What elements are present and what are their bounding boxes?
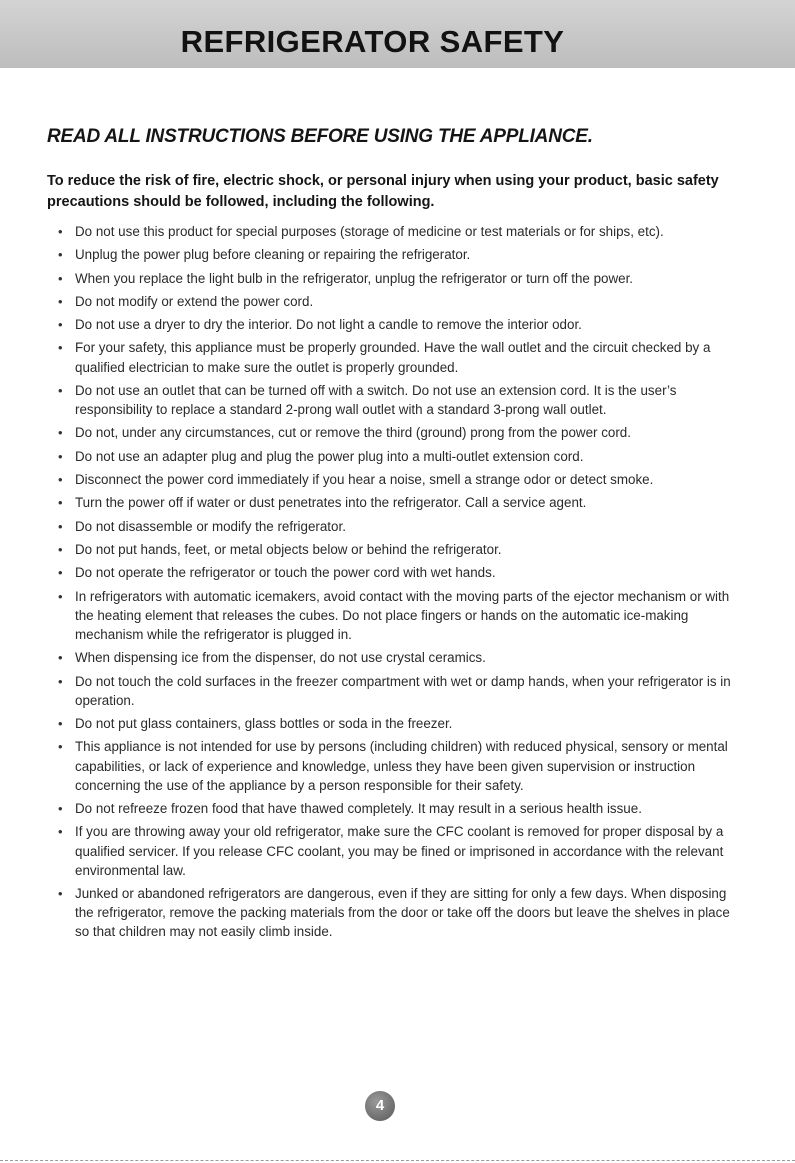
list-item	[58, 470, 738, 489]
list-item	[58, 222, 738, 241]
bottom-divider	[0, 1160, 795, 1161]
list-item-text: Do not disassemble or modify the refrigerator.	[75, 518, 346, 534]
list-item	[58, 737, 738, 795]
safety-list	[58, 222, 738, 946]
bullet-icon: •	[58, 650, 63, 666]
bullet-icon: •	[58, 317, 63, 333]
instructions-subheading: READ ALL INSTRUCTIONS BEFORE USING THE APPLIANCE.	[47, 126, 593, 147]
list-item	[58, 672, 738, 710]
bullet-icon: •	[58, 293, 63, 309]
list-item-text: Do not use a dryer to dry the interior. Do not light a candle to remove the interior odor.	[75, 317, 582, 333]
list-item	[58, 884, 738, 942]
bullet-icon: •	[58, 739, 63, 755]
bullet-icon: •	[58, 886, 63, 902]
list-item	[58, 447, 738, 466]
list-item	[58, 292, 738, 311]
bullet-icon: •	[58, 270, 63, 286]
list-item-text: Do not use an outlet that can be turned off with a switch. Do not use an extension cord. It is the user’s responsibility to replace a standard 2-prong wall outlet with a standard 3-prong wall outlet.	[75, 382, 677, 418]
bullet-icon: •	[58, 495, 63, 511]
list-item	[58, 245, 738, 264]
bullet-icon: •	[58, 448, 63, 464]
list-item-text: In refrigerators with automatic icemakers, avoid contact with the moving parts of the ejector mechanism or with the heating element that releases the cubes. Do not place fingers or hands on the automatic ice-making mechanism while the refrigerator is plugged in.	[75, 588, 730, 642]
bullet-icon: •	[58, 382, 63, 398]
bullet-icon: •	[58, 247, 63, 263]
bullet-icon: •	[58, 541, 63, 557]
bullet-icon: •	[58, 716, 63, 732]
list-item-text: Junked or abandoned refrigerators are dangerous, even if they are sitting for only a few days. When disposing the refrigerator, remove the packing materials from the door or take off the doors but leave the shelves in place so that children may not easily climb inside.	[75, 886, 730, 940]
list-item	[58, 517, 738, 536]
header-band	[0, 0, 795, 68]
list-item-text: Do not touch the cold surfaces in the freezer compartment with wet or damp hands, when your refrigerator is in operation.	[75, 673, 731, 708]
list-item-text: Do not use an adapter plug and plug the power plug into a multi-outlet extension cord.	[75, 448, 584, 464]
list-item	[58, 269, 738, 288]
list-item	[58, 587, 738, 645]
list-item-text: For your safety, this appliance must be properly grounded. Have the wall outlet and the circuit checked by a qualified electrician to make sure the outlet is properly grounded.	[75, 340, 711, 375]
list-item-text: Do not refreeze frozen food that have thawed completely. It may result in a serious health issue.	[75, 801, 642, 817]
bullet-icon: •	[58, 588, 63, 604]
list-item-text: Do not operate the refrigerator or touch the power cord with wet hands.	[75, 565, 496, 581]
list-item-text: If you are throwing away your old refrigerator, make sure the CFC coolant is removed for proper disposal by a qualified servicer. If you release CFC coolant, you may be fined or imprisoned in accordance with the relevant environmental law.	[75, 824, 724, 878]
list-item-text: Do not use this product for special purposes (storage of medicine or test materials or for ships, etc).	[75, 224, 664, 239]
bullet-icon: •	[58, 425, 63, 441]
bullet-icon: •	[58, 340, 63, 356]
page-number-badge: 4	[365, 1091, 395, 1121]
list-item	[58, 714, 738, 733]
page-title: REFRIGERATOR SAFETY	[180, 24, 565, 59]
bullet-icon: •	[58, 565, 63, 581]
bullet-icon: •	[58, 824, 63, 840]
list-item	[58, 822, 738, 880]
bullet-icon: •	[58, 801, 63, 817]
list-item-text: When dispensing ice from the dispenser, do not use crystal ceramics.	[75, 650, 486, 666]
list-item-text: Do not put hands, feet, or metal objects below or behind the refrigerator.	[75, 541, 502, 557]
list-item	[58, 338, 738, 376]
list-item-text: Do not, under any circumstances, cut or remove the third (ground) prong from the power cord.	[75, 425, 631, 441]
list-item-text: When you replace the light bulb in the refrigerator, unplug the refrigerator or turn off the power.	[75, 270, 634, 286]
bullet-icon: •	[58, 673, 63, 689]
bullet-icon: •	[58, 472, 63, 488]
list-item-text: This appliance is not intended for use by persons (including children) with reduced physical, sensory or mental capabilities, or lack of experience and knowledge, unless they have been given supervision or instruction concerning the use of the appliance by a person responsible for their safety.	[75, 739, 728, 793]
list-item	[58, 540, 738, 559]
list-item-text: Do not put glass containers, glass bottles or soda in the freezer.	[75, 716, 453, 732]
list-item	[58, 563, 738, 582]
list-item	[58, 381, 738, 419]
list-item-text: Disconnect the power cord immediately if you hear a noise, smell a strange odor or detect smoke.	[75, 472, 654, 488]
list-item	[58, 799, 738, 818]
intro-paragraph: To reduce the risk of fire, electric shock, or personal injury when using your product, basic safety precautions should be followed, including the following.	[47, 173, 719, 210]
list-item-text: Turn the power off if water or dust penetrates into the refrigerator. Call a service agent.	[75, 495, 587, 511]
list-item-text: Do not modify or extend the power cord.	[75, 293, 314, 309]
list-item	[58, 648, 738, 667]
list-item	[58, 493, 738, 512]
list-item-text: Unplug the power plug before cleaning or repairing the refrigerator.	[75, 247, 471, 263]
bullet-icon: •	[58, 518, 63, 534]
list-item	[58, 315, 738, 334]
bullet-icon: •	[58, 224, 63, 239]
list-item	[58, 423, 738, 442]
